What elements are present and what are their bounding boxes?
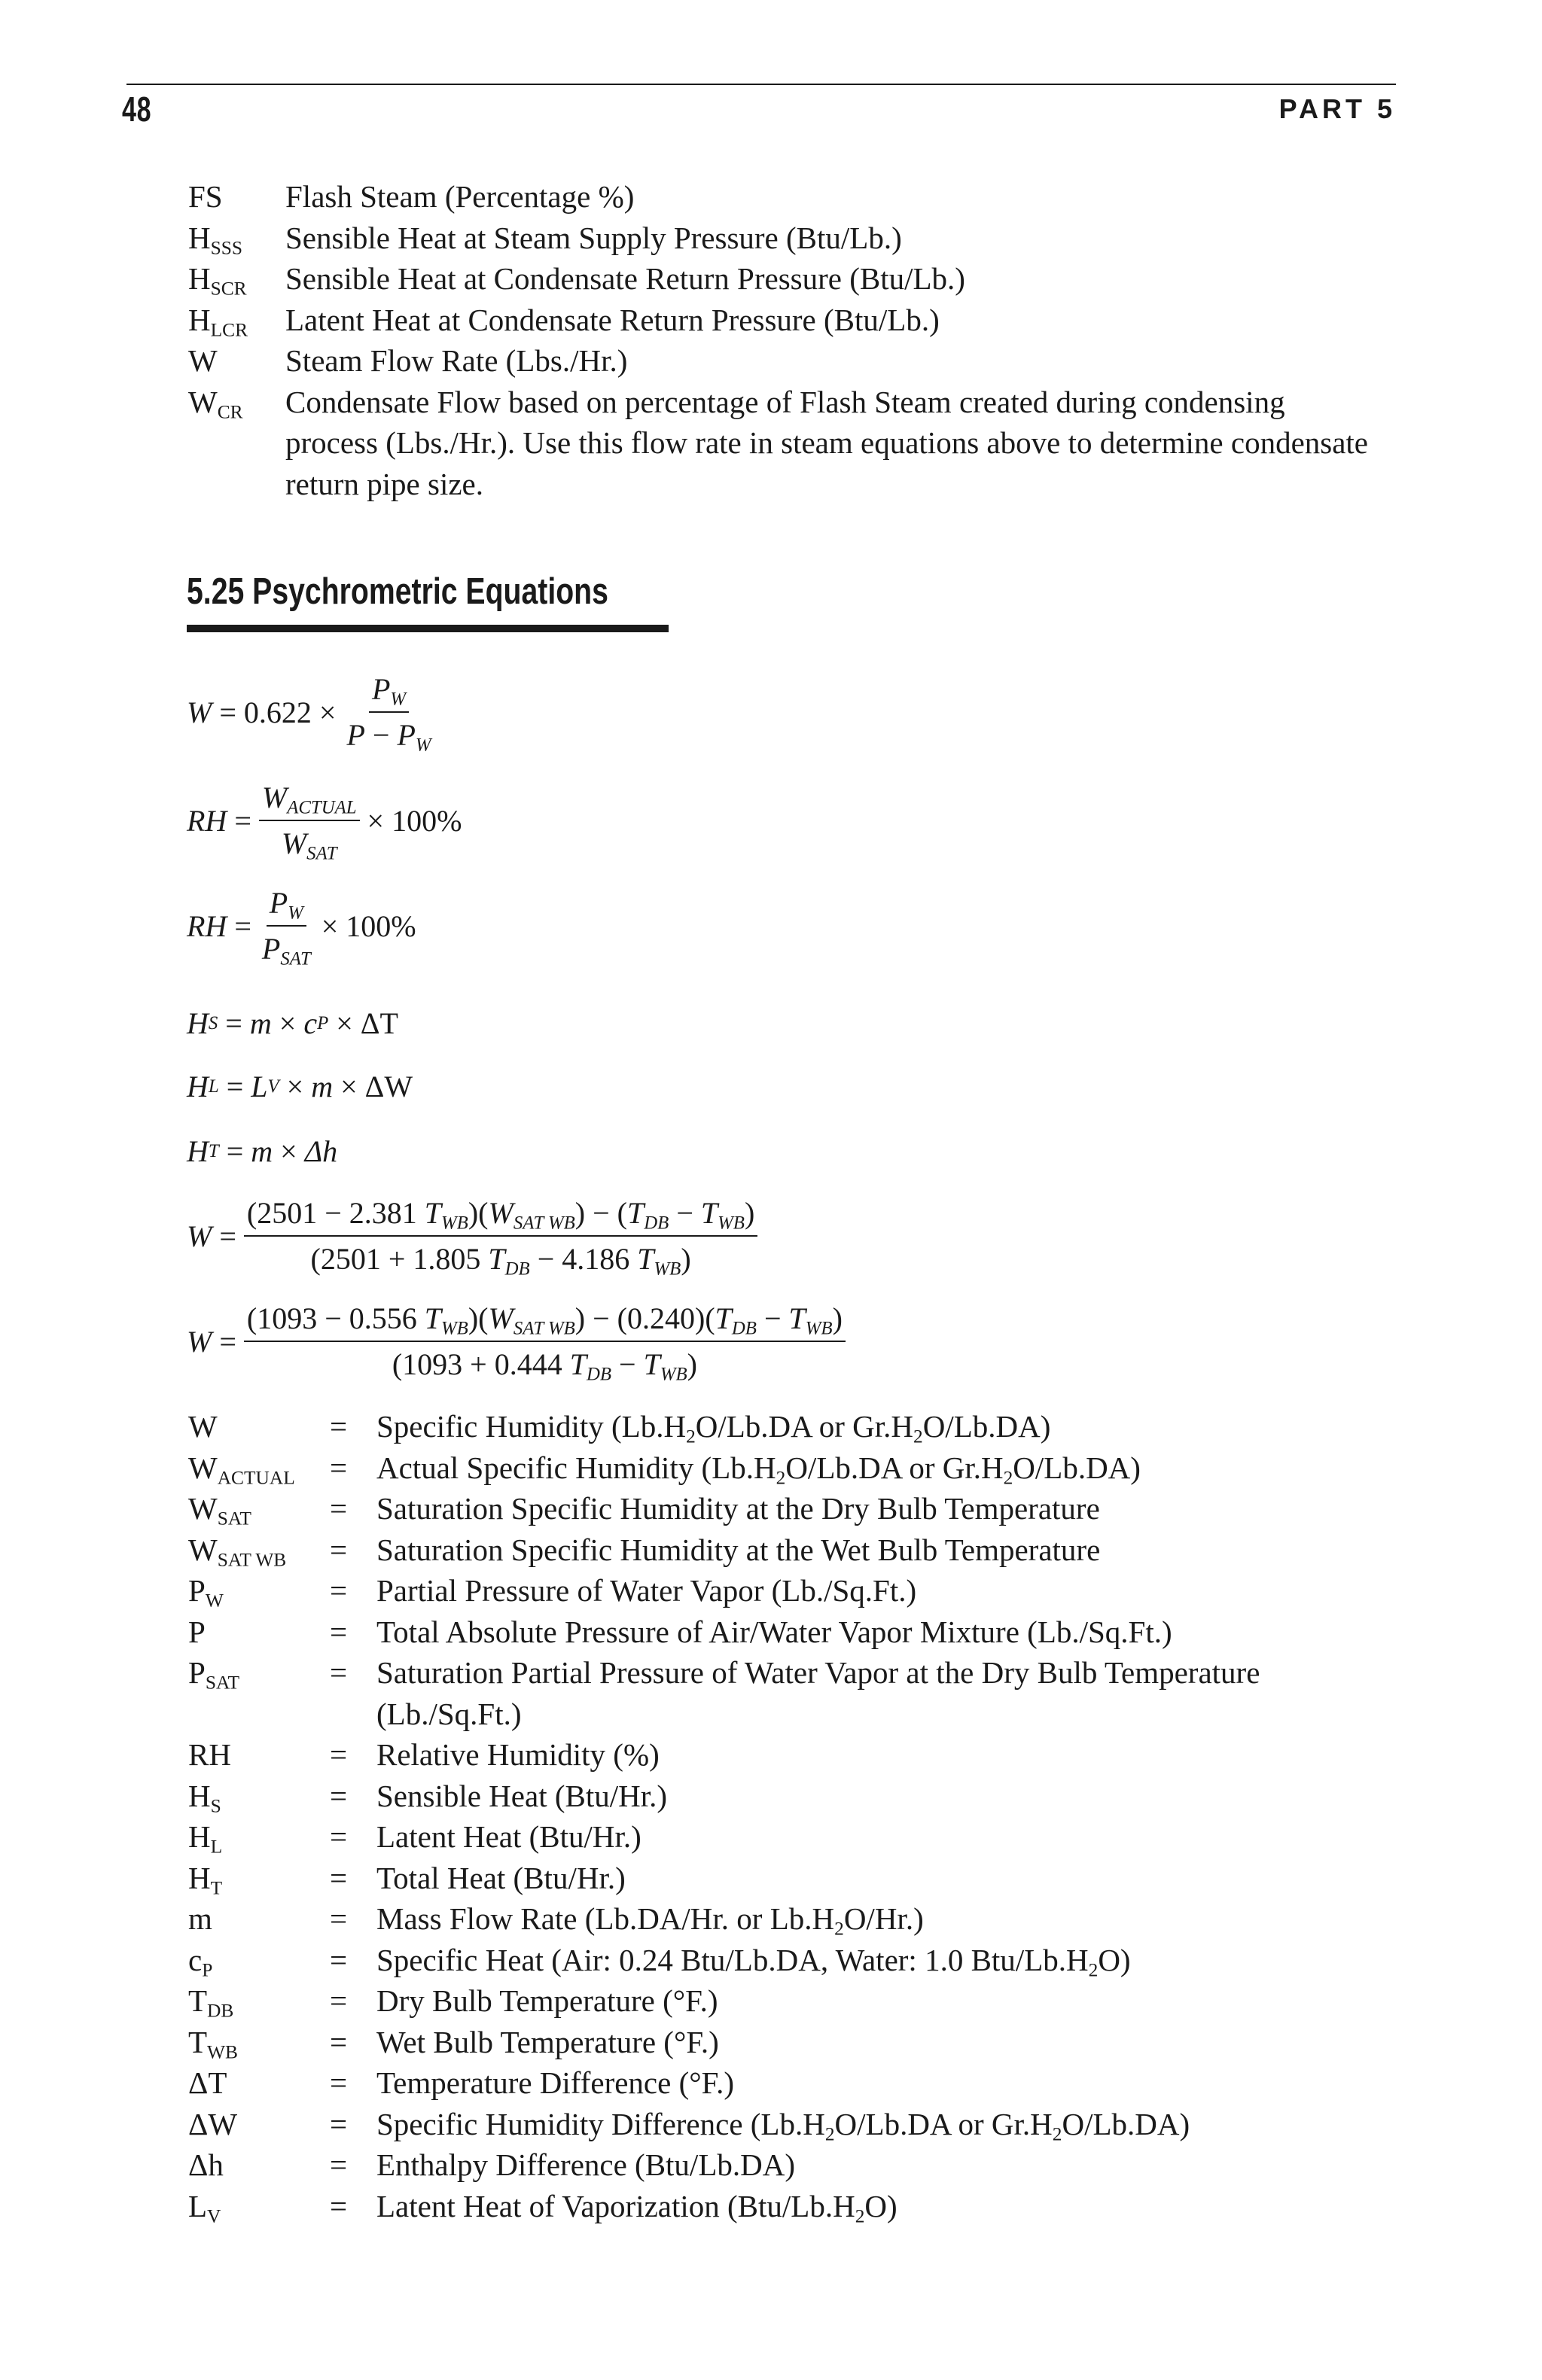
page-number: 48 — [122, 90, 152, 129]
fraction: $\frac{(2501 - 2.381 T_{WB})(W_{SAT WB}) - (T_{DB} - T_{WB})}{(2501 + 1.805 T_{DB} - 4.186 T_{WB})}$ — [244, 1195, 757, 1277]
definition-row — [188, 2022, 1385, 2063]
definition-description: Latent Heat (Btu/Hr.) — [376, 1819, 641, 1854]
definition-symbol: $H_{SCR}$ — [188, 261, 247, 300]
definition-equals: = — [330, 1532, 348, 1567]
definition-row — [188, 258, 1370, 300]
heading-underline — [187, 625, 669, 632]
definition-description: Dry Bulb Temperature (°F.) — [376, 1983, 718, 2018]
definition-description: Steam Flow Rate (Lbs./Hr.) — [285, 343, 628, 378]
equation-total-heat: H T = m × Δh — [187, 1134, 338, 1168]
definition-equals: = — [330, 2106, 348, 2141]
definition-description: Wet Bulb Temperature (°F.) — [376, 2024, 719, 2059]
definition-row — [188, 1776, 1385, 1817]
part-label: PART 5 — [1278, 93, 1396, 124]
fraction: $\frac{P_W}{P - P_W}$ — [346, 672, 431, 756]
definition-symbol: ΔT — [188, 2065, 227, 2100]
fraction: $\frac{P_W}{P_{SAT}}$ — [261, 886, 311, 969]
definition-description: Specific Humidity ($Lb.H_2O/Lb.DA$ or $Gr.H_2O/Lb.DA$) — [376, 1409, 1051, 1447]
definition-symbol: $L_V$ — [188, 2188, 221, 2227]
definition-description: Specific Heat (Air: 0.24 Btu/Lb.DA, Water: 1.0 Btu/$Lb.H_2O$) — [376, 1942, 1131, 1981]
definition-description: Condensate Flow based on percentage of Flash Steam created during condensing process (Lbs./Hr.). Use this flow rate in steam equations above to determine condensate return pipe size. — [285, 384, 1369, 501]
fraction: $\frac{W_{ACTUAL}}{W_{SAT}}$ — [259, 780, 360, 861]
definition-row — [188, 1652, 1385, 1734]
definition-row — [188, 1858, 1385, 1899]
definition-equals: = — [330, 1819, 348, 1854]
equation-latent-heat: H L = L V × m × ΔW — [187, 1070, 413, 1103]
definition-row — [188, 2144, 1385, 2186]
definition-symbol: $H_{SSS}$ — [188, 220, 242, 259]
definition-description: Saturation Specific Humidity at the Wet Bulb Temperature — [376, 1532, 1101, 1567]
definition-equals: = — [330, 1942, 348, 1977]
definition-symbol: $H_T$ — [188, 1860, 223, 1899]
flash-steam-definitions — [188, 176, 1370, 504]
definition-equals: = — [330, 2065, 348, 2100]
definition-symbol: $W_{SAT}$ — [188, 1491, 251, 1529]
definition-description: Latent Heat at Condensate Return Pressure (Btu/Lb.) — [285, 302, 940, 337]
definition-row — [188, 1488, 1385, 1529]
definition-description: Flash Steam (Percentage %) — [285, 179, 635, 214]
definition-row — [188, 1570, 1385, 1612]
psychrometric-definitions — [188, 1406, 1385, 2226]
equation-relative-humidity-ratio: RH = $\frac{W_{ACTUAL}}{W_{SAT}}$ × 100% — [187, 781, 462, 864]
definition-description: Actual Specific Humidity ($Lb.H_2O/Lb.DA$ or $Gr.H_2O/Lb.DA$) — [376, 1450, 1141, 1489]
definition-symbol: $H_S$ — [188, 1778, 221, 1817]
definition-symbol: $W_{ACTUAL}$ — [188, 1450, 295, 1489]
definition-row — [188, 1529, 1385, 1571]
definition-symbol: $c_P$ — [188, 1942, 213, 1981]
definition-row — [188, 1447, 1385, 1489]
header-rule — [126, 84, 1396, 85]
definition-symbol: P — [188, 1614, 206, 1649]
definition-equals: = — [330, 2024, 348, 2059]
definition-row — [188, 1406, 1385, 1447]
definition-symbol: $W_{SAT WB}$ — [188, 1532, 287, 1571]
definition-symbol: FS — [188, 179, 223, 214]
equation-relative-humidity-pressure: RH = $\frac{P_W}{P_{SAT}}$ × 100% — [187, 886, 416, 969]
definition-symbol: RH — [188, 1737, 231, 1772]
definition-description: Sensible Heat at Condensate Return Pressure (Btu/Lb.) — [285, 261, 965, 296]
definition-row — [188, 1980, 1385, 2022]
definition-equals: = — [330, 1655, 348, 1690]
definition-symbol: $H_L$ — [188, 1819, 223, 1858]
equation-sensible-heat: H S = m × c P × ΔT — [187, 1006, 398, 1040]
definition-description: Mass Flow Rate (Lb.DA/Hr. or $Lb.H_2O/Hr$.) — [376, 1901, 924, 1940]
definition-row — [188, 2104, 1385, 2145]
fraction: $\frac{(1093 - 0.556 T_{WB})(W_{SAT WB}) - (0.240)(T_{DB} - T_{WB})}{(1093 + 0.444 T_{DB} - T_{WB})}$ — [244, 1301, 846, 1382]
definition-equals: = — [330, 1983, 348, 2018]
definition-equals: = — [330, 1614, 348, 1649]
definition-equals: = — [330, 1409, 348, 1444]
equation-specific-humidity-ip: W = $\frac{(1093 - 0.556 T_{WB})(W_{SAT WB}) - (0.240)(T_{DB} - T_{WB})}{(1093 + 0.444 T_{DB} - T_{WB})}$ — [187, 1301, 853, 1382]
definition-row — [188, 1612, 1385, 1653]
definition-row — [188, 2186, 1385, 2227]
definition-row — [188, 1816, 1385, 1858]
definition-symbol: $P_W$ — [188, 1573, 224, 1612]
definition-symbol: $T_{WB}$ — [188, 2024, 238, 2063]
definition-symbol: $W_{CR}$ — [188, 384, 243, 423]
definition-symbol: m — [188, 1901, 212, 1936]
definition-equals: = — [330, 1737, 348, 1772]
definition-row — [188, 176, 1370, 218]
definition-description: Saturation Specific Humidity at the Dry Bulb Temperature — [376, 1491, 1100, 1526]
definition-row — [188, 340, 1370, 382]
section-heading: 5.25 Psychrometric Equations — [187, 571, 608, 612]
definition-description: Sensible Heat (Btu/Hr.) — [376, 1778, 668, 1813]
definition-equals: = — [330, 2188, 348, 2223]
definition-symbol: $P_{SAT}$ — [188, 1655, 239, 1694]
definition-equals: = — [330, 1901, 348, 1936]
definition-row — [188, 1734, 1385, 1776]
definition-description: Relative Humidity (%) — [376, 1737, 660, 1772]
definition-equals: = — [330, 1450, 348, 1485]
definition-description: Total Heat (Btu/Hr.) — [376, 1860, 626, 1895]
definition-row — [188, 218, 1370, 259]
definition-description: Specific Humidity Difference ($Lb.H_2O/Lb.DA$ or $Gr.H_2O/Lb.DA$) — [376, 2106, 1190, 2145]
definition-description: Saturation Partial Pressure of Water Vapor at the Dry Bulb Temperature (Lb./Sq.Ft.) — [376, 1655, 1260, 1731]
definition-symbol: Δh — [188, 2147, 224, 2182]
definition-equals: = — [330, 2147, 348, 2182]
definition-symbol: W — [188, 1409, 218, 1444]
definition-equals: = — [330, 1573, 348, 1608]
definition-description: Temperature Difference (°F.) — [376, 2065, 735, 2100]
definition-symbol: $H_{LCR}$ — [188, 302, 248, 341]
definition-equals: = — [330, 1491, 348, 1526]
definition-symbol: ΔW — [188, 2106, 238, 2141]
equation-specific-humidity-si: W = $\frac{(2501 - 2.381 T_{WB})(W_{SAT WB}) - (T_{DB} - T_{WB})}{(2501 + 1.805 T_{DB} - 4.186 T_{WB})}$ — [187, 1195, 765, 1277]
definition-description: Sensible Heat at Steam Supply Pressure (Btu/Lb.) — [285, 220, 902, 255]
definition-row — [188, 300, 1370, 341]
definition-description: Partial Pressure of Water Vapor (Lb./Sq.Ft.) — [376, 1573, 917, 1608]
definition-row — [188, 1940, 1385, 1981]
definition-equals: = — [330, 1860, 348, 1895]
definition-row — [188, 2062, 1385, 2104]
definition-symbol: $T_{DB}$ — [188, 1983, 234, 2022]
definition-description: Latent Heat of Vaporization $(Btu/Lb.H_2O)$ — [376, 2188, 897, 2227]
definition-description: Total Absolute Pressure of Air/Water Vapor Mixture (Lb./Sq.Ft.) — [376, 1614, 1172, 1649]
definition-symbol: W — [188, 343, 218, 378]
definition-equals: = — [330, 1778, 348, 1813]
equation-specific-humidity: W = 0.622 × $\frac{P_W}{P - P_W}$ — [187, 671, 442, 753]
definition-row — [188, 1898, 1385, 1940]
definition-description: Enthalpy Difference (Btu/Lb.DA) — [376, 2147, 795, 2182]
definition-row — [188, 382, 1370, 505]
